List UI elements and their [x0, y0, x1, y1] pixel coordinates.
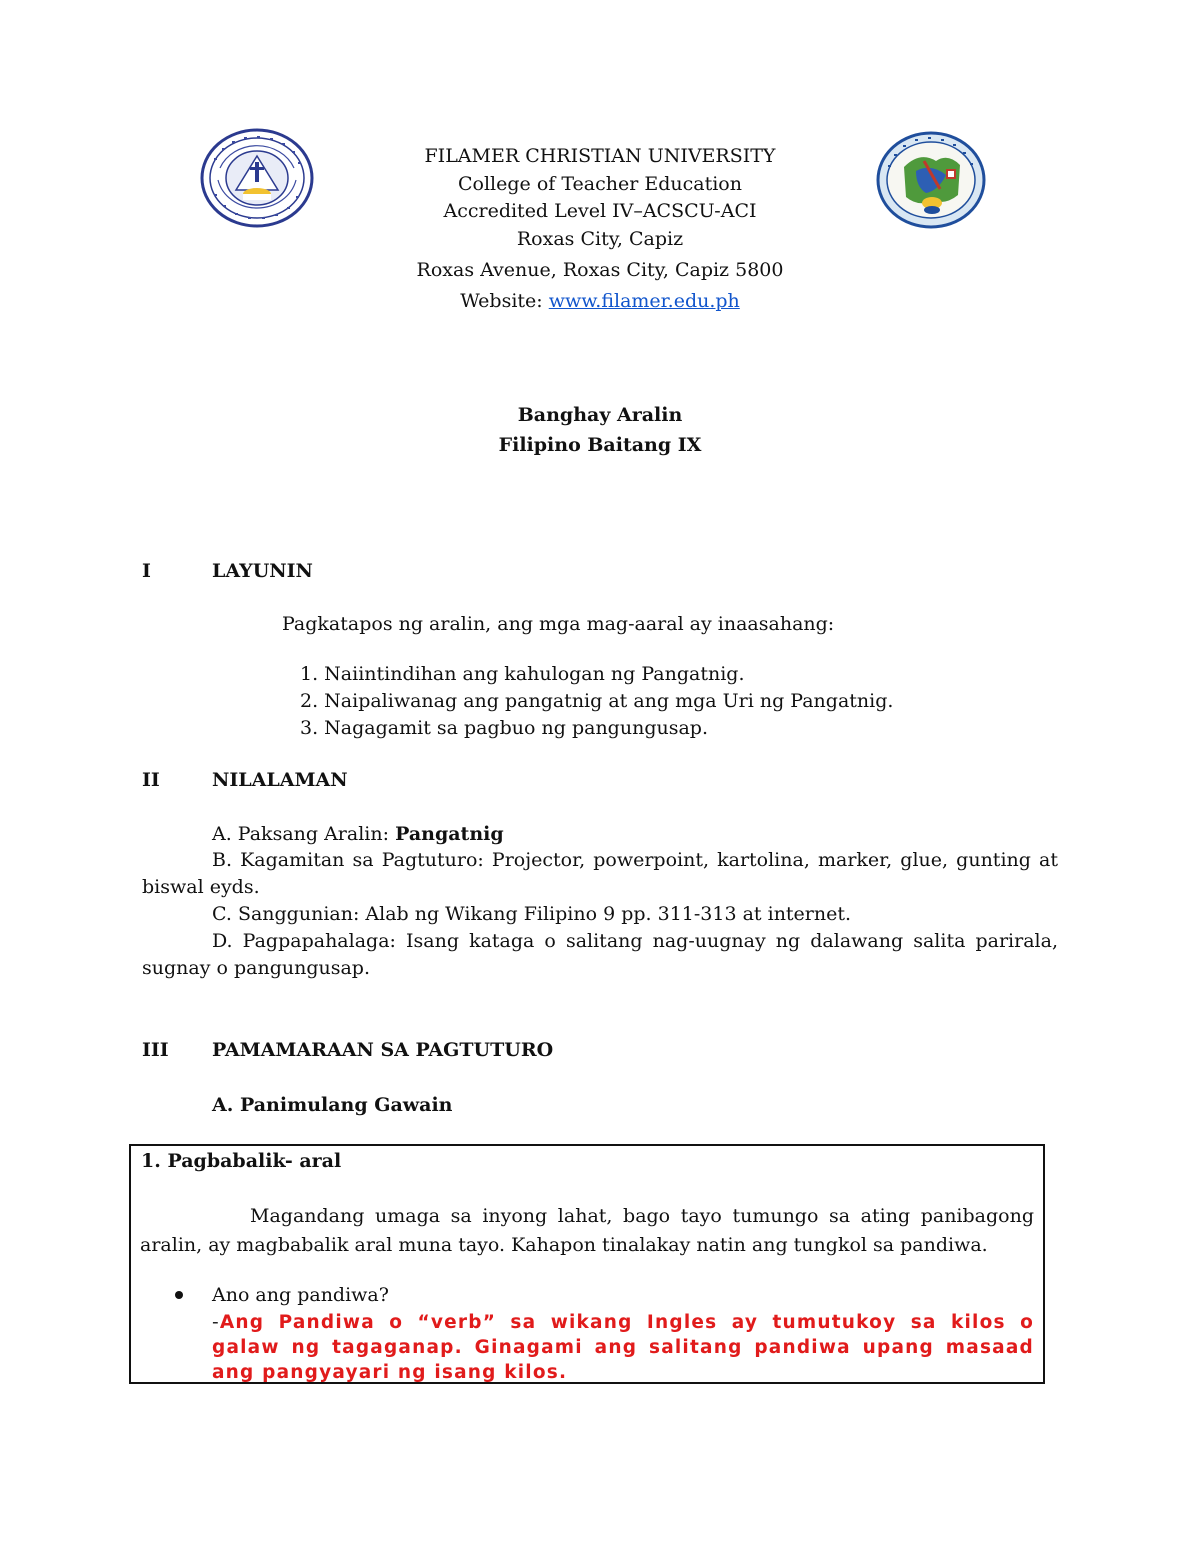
section-3-title: PAMAMARAAN SA PAGTUTURO [212, 1039, 554, 1061]
objectives-intro: Pagkatapos ng aralin, ang mga mag-aaral ay inaasahang: [282, 613, 835, 635]
college-name: College of Teacher Education [458, 172, 742, 195]
header-block [300, 143, 900, 315]
objective-item: 1. Naiintindihan ang kahulogan ng Pangatnig. [300, 663, 745, 685]
accreditation: Accredited Level IV–ACSCU-ACI [443, 200, 757, 222]
content-c: C. Sanggunian: Alab ng Wikang Filipino 9 pp. 311-313 at internet. [212, 903, 852, 925]
city: Roxas City, Capiz [516, 227, 684, 250]
question-text: Ano ang pandiwa? [212, 1284, 389, 1306]
content-a [212, 821, 504, 847]
bullet-icon [175, 1291, 183, 1299]
section-3-numeral: III [142, 1039, 169, 1061]
objective-item: 3. Nagagamit sa pagbuo ng pangungusap. [300, 717, 708, 739]
section-1-title: LAYUNIN [212, 560, 313, 582]
answer-body: Ang Pandiwa o “verb” sa wikang Ingles ay tumutukoy sa kilos o galaw ng tagaganap. Ginagami ang salitang pandiwa upang masaad ang pangyayari ng isang kilos. [212, 1312, 1034, 1383]
content-d: D. Pagpapahalaga: Isang kataga o salitang nag-uugnay ng dalawang salita parirala, sugnay o pangungusap. [142, 930, 1058, 979]
answer-dash: - [212, 1312, 220, 1333]
section-1-numeral: I [142, 560, 151, 582]
university-name: FILAMER CHRISTIAN UNIVERSITY [424, 145, 776, 167]
website-line [300, 288, 900, 315]
objective-item: 2. Naipaliwanag ang pangatnig at ang mga Uri ng Pangatnig. [300, 690, 894, 712]
content-b: B. Kagamitan sa Pagtuturo: Projector, powerpoint, kartolina, marker, glue, gunting at biswal eyds. [142, 849, 1058, 898]
university-seal-logo [200, 128, 314, 228]
website-link[interactable]: www.filamer.edu.ph [548, 289, 740, 312]
content-a-label: A. Paksang Aralin: [212, 823, 396, 845]
address: Roxas Avenue, Roxas City, Capiz 5800 [416, 258, 784, 281]
section-2-title: NILALAMAN [212, 769, 348, 791]
section-2-numeral: II [142, 769, 160, 791]
answer-text [212, 1310, 1034, 1385]
subsection-a-title: A. Panimulang Gawain [212, 1094, 453, 1116]
title-line-2: Filipino Baitang IX [498, 434, 702, 456]
website-label: Website: [460, 289, 549, 312]
activity-title: 1. Pagbabalik- aral [141, 1150, 342, 1172]
activity-paragraph: Magandang umaga sa inyong lahat, bago tayo tumungo sa ating panibagong aralin, ay magbabalik aral muna tayo. Kahapon tinalakay natin ang tungkol sa pandiwa. [140, 1205, 1034, 1256]
content-a-value: Pangatnig [395, 823, 504, 845]
title-line-1: Banghay Aralin [517, 404, 683, 426]
document-title [300, 401, 900, 459]
